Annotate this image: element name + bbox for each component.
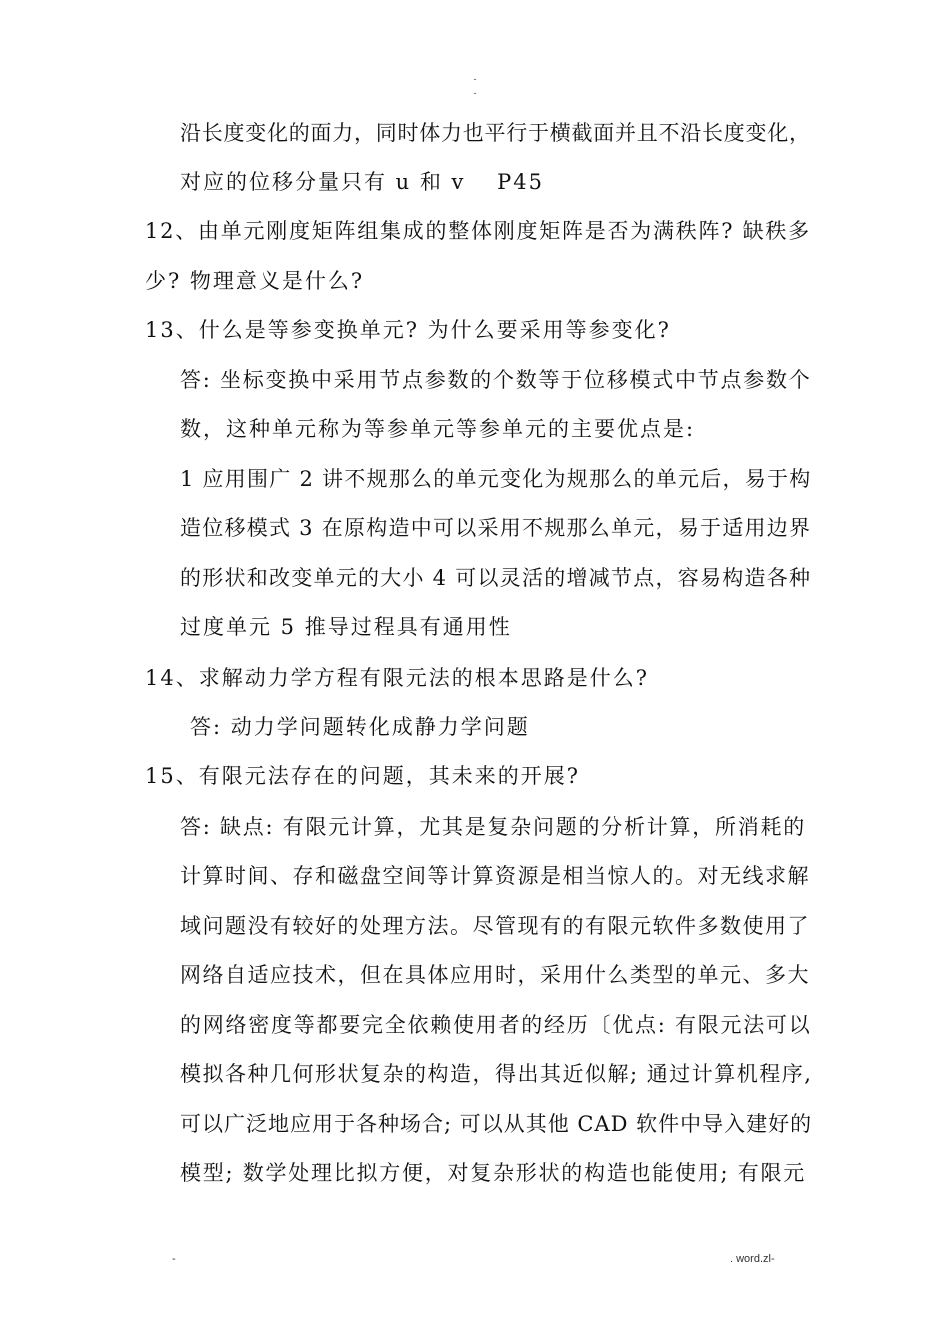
answer-15-line: 的网络密度等都要完全依赖使用者的经历〔优点: 有限元法可以	[180, 1013, 812, 1037]
footer-left-mark: -	[172, 1253, 176, 1265]
answer-15-line: 域问题没有较好的处理方法。尽管现有的有限元软件多数使用了	[180, 914, 810, 938]
answer-15-line: 网络自适应技术，但在具体应用时，采用什么类型的单元、多大	[180, 963, 810, 987]
header-mark-bottom: -	[473, 88, 477, 98]
question-13: 13、什么是等参变换单元? 为什么要采用等参变化?	[145, 318, 671, 342]
answer-15-line: 计算时间、存和磁盘空间等计算资源是相当惊人的。对无线求解	[180, 864, 810, 888]
footer-watermark: . word.zl-	[730, 1253, 775, 1265]
answer-13-line: 1 应用围广 2 讲不规那么的单元变化为规那么的单元后，易于构	[180, 467, 812, 491]
question-12-line-2: 少? 物理意义是什么?	[145, 269, 365, 293]
answer-15-line: 模拟各种几何形状复杂的构造，得出其近似解; 通过计算机程序,	[180, 1062, 813, 1086]
answer-13-line: 数，这种单元称为等参单元等参单元的主要优点是:	[180, 417, 696, 441]
header-mark-top: -	[473, 74, 477, 84]
answer-15-line: 模型; 数学处理比拟方便，对复杂形状的构造也能使用; 有限元	[180, 1161, 806, 1185]
answer-13-line: 答: 坐标变换中采用节点参数的个数等于位移模式中节点参数个	[180, 368, 812, 392]
answer-13-line: 的形状和改变单元的大小 4 可以灵活的增减节点，容易构造各种	[180, 566, 812, 590]
answer-13-line: 造位移模式 3 在原构造中可以采用不规那么单元，易于适用边界	[180, 516, 812, 540]
answer-15-line: 可以广泛地应用于各种场合; 可以从其他 CAD 软件中导入建好的	[180, 1112, 813, 1136]
question-14: 14、求解动力学方程有限元法的根本思路是什么?	[145, 666, 649, 690]
text-line: 对应的位移分量只有 u 和 v P45	[180, 170, 544, 194]
text-line: 沿长度变化的面力，同时体力也平行于横截面并且不沿长度变化，	[180, 121, 811, 145]
question-12-line-1: 12、由单元刚度矩阵组集成的整体刚度矩阵是否为满秩阵? 缺秩多	[145, 219, 811, 243]
answer-15-line: 答: 缺点: 有限元计算，尤其是复杂问题的分析计算，所消耗的	[180, 815, 806, 839]
answer-14: 答: 动力学问题转化成静力学问题	[190, 715, 530, 739]
question-15: 15、有限元法存在的问题，其未来的开展?	[145, 764, 580, 788]
answer-13-line: 过度单元 5 推导过程具有通用性	[180, 615, 512, 639]
